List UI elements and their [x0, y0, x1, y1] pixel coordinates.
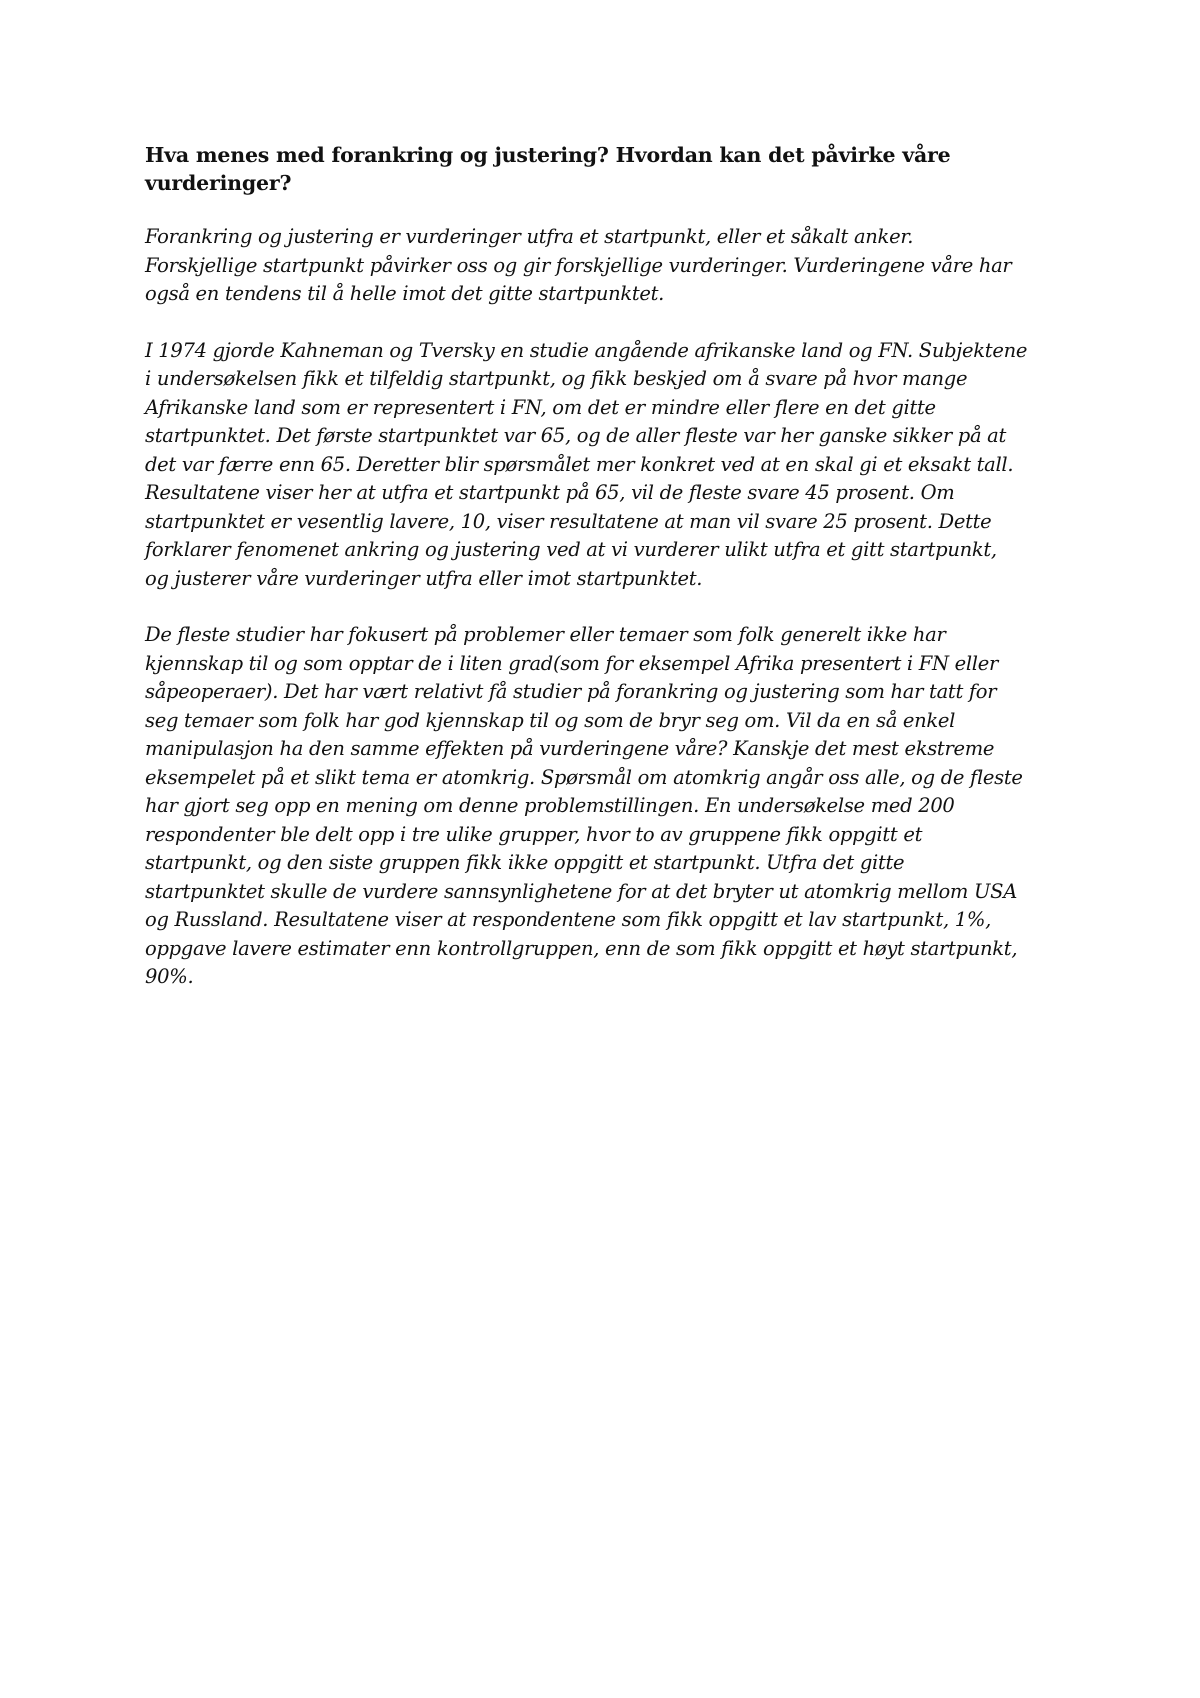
paragraph-nuclear-war-study: [145, 621, 1070, 992]
paragraph-line: eksempelet på et slikt tema er atomkrig. Spørsmål om atomkrig angår oss alle, og de fleste: [145, 765, 1023, 789]
paragraph-line: De fleste studier har fokusert på problemer eller temaer som folk generelt ikke har: [145, 623, 946, 646]
paragraph-line: Forankring og justering er vurderinger utfra et startpunkt, eller et såkalt anker.: [145, 225, 914, 248]
paragraph-line: respondenter ble delt opp i tre ulike grupper, hvor to av gruppene fikk oppgitt et: [145, 822, 923, 846]
paragraph-line: det var færre enn 65. Deretter blir spørsmålet mer konkret ved at en skal gi et eksakt tall.: [145, 452, 1014, 476]
paragraph-line: 90%.: [145, 965, 194, 988]
paragraph-line: startpunktet er vesentlig lavere, 10, viser resultatene at man vil svare 25 prosent. Dette: [145, 509, 992, 533]
question-heading: [145, 141, 1070, 197]
paragraph-line: har gjort seg opp en mening om denne problemstillingen. En undersøkelse med 200: [145, 794, 955, 817]
paragraph-line: startpunktet skulle de vurdere sannsynlighetene for at det bryter ut atomkrig mellom USA: [145, 879, 1017, 903]
paragraph-line: også en tendens til å helle imot det gitte startpunktet.: [145, 282, 665, 305]
question-line: Hva menes med forankring og justering? Hvordan kan det påvirke våre: [145, 143, 951, 167]
paragraph-line: startpunkt, og den siste gruppen fikk ikke oppgitt et startpunkt. Utfra det gitte: [145, 851, 905, 874]
paragraph-line: manipulasjon ha den samme effekten på vurderingene våre? Kanskje det mest ekstreme: [145, 737, 995, 760]
paragraph-line: og justerer våre vurderinger utfra eller imot startpunktet.: [145, 566, 703, 590]
paragraph-kahneman-study: [145, 337, 1070, 594]
paragraph-line: oppgave lavere estimater enn kontrollgruppen, enn de som fikk oppgitt et høyt startpunkt,: [145, 936, 1018, 960]
paragraph-line: Resultatene viser her at utfra et startpunkt på 65, vil de fleste svare 45 prosent. Om: [145, 481, 955, 504]
document-body: [145, 141, 1070, 1020]
paragraph-line: Forskjellige startpunkt påvirker oss og gir forskjellige vurderinger. Vurderingene våre har: [145, 253, 1012, 277]
paragraph-line: kjennskap til og som opptar de i liten grad(som for eksempel Afrika presentert i FN eller: [145, 651, 998, 675]
paragraph-line: startpunktet. Det første startpunktet var 65, og de aller fleste var her ganske sikker på at: [145, 424, 1007, 447]
paragraph-line: såpeoperaer). Det har vært relativt få studier på forankring og justering som har tatt for: [145, 680, 997, 703]
paragraph-line: I 1974 gjorde Kahneman og Tversky en studie angående afrikanske land og FN. Subjektene: [145, 338, 1028, 362]
paragraph-definition: [145, 223, 1070, 309]
paragraph-line: og Russland. Resultatene viser at respondentene som fikk oppgitt et lav startpunkt, 1%,: [145, 908, 992, 931]
paragraph-line: seg temaer som folk har god kjennskap til og som de bryr seg om. Vil da en så enkel: [145, 708, 956, 732]
question-line: vurderinger?: [145, 171, 292, 195]
paragraph-line: Afrikanske land som er representert i FN, om det er mindre eller flere en det gitte: [145, 395, 936, 419]
paragraph-line: i undersøkelsen fikk et tilfeldig startpunkt, og fikk beskjed om å svare på hvor mange: [145, 367, 968, 390]
paragraph-line: forklarer fenomenet ankring og justering ved at vi vurderer ulikt utfra et gitt startpunkt,: [145, 538, 997, 561]
